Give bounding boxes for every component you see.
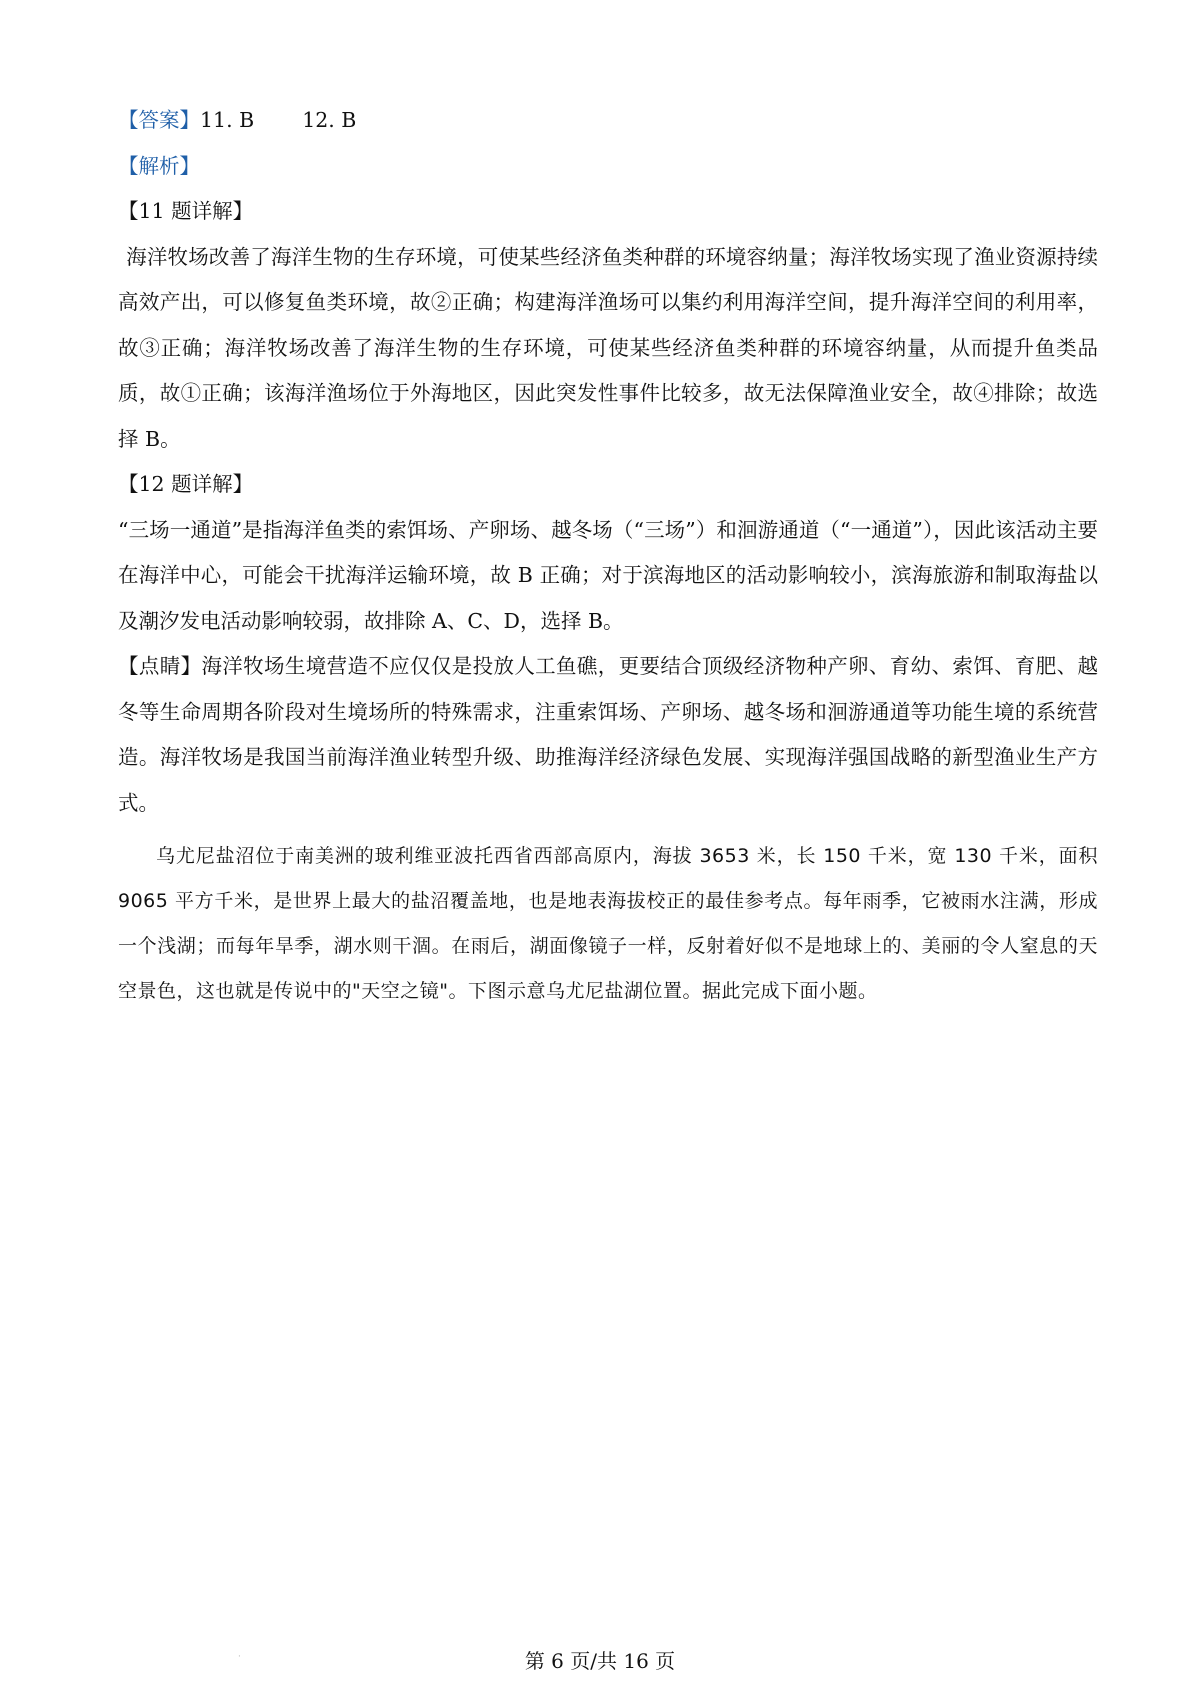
- page-footer: 第 6 页/共 16 页: [524, 1649, 676, 1673]
- page-mark: ·: [238, 1652, 241, 1662]
- q12-explanation: “三场一通道”是指海洋鱼类的索饵场、产卵场、越冬场（“三场”）和洄游通道（“一通道”），因此该活动主要在海洋中心，可能会干扰海洋运输环境，故 B 正确；对于滨海地区的活动影响较小，滨海旅游和制取海盐以及潮汐发电活动影响较弱，故排除 A、C、D，选择 B。: [118, 517, 1098, 633]
- comment-tag: 【点睛】: [118, 654, 202, 678]
- comment-block: [118, 644, 1098, 826]
- q11-heading: 【11 题详解】: [118, 199, 254, 223]
- comment-text: 海洋牧场生境营造不应仅仅是投放人工鱼礁，更要结合顶级经济物种产卵、育幼、索饵、育肥、越冬等生命周期各阶段对生境场所的特殊需求，注重索饵场、产卵场、越冬场和洄游通道等功能生境的系统营造。海洋牧场是我国当前海洋渔业转型升级、助推海洋经济绿色发展、实现海洋强国战略的新型渔业生产方式。: [118, 654, 1099, 815]
- answer-11: 11. B: [200, 108, 255, 132]
- answer-12: 12. B: [302, 108, 357, 132]
- answer-tag: 【答案】: [118, 108, 200, 132]
- q11-explanation: 海洋牧场改善了海洋生物的生存环境，可使某些经济鱼类种群的环境容纳量；海洋牧场实现了渔业资源持续高效产出，可以修复鱼类环境，故②正确；构建海洋渔场可以集约利用海洋空间，提升海洋空间的利用率，故③正确；海洋牧场改善了海洋生物的生存环境，可使某些经济鱼类种群的环境容纳量，从而提升鱼类品质，故①正确；该海洋渔场位于外海地区，因此突发性事件比较多，故无法保障渔业安全，故④排除；故选择 B。: [118, 244, 1098, 451]
- q12-heading: 【12 题详解】: [118, 472, 254, 496]
- page-content: [118, 98, 1098, 1033]
- analysis-tag: 【解析】: [118, 153, 200, 178]
- answer-line: [118, 98, 1098, 144]
- reading-passage: 乌尤尼盐沼位于南美洲的玻利维亚波托西省西部高原内，海拔 3653 米，长 150 千米，宽 130 千米，面积 9065 平方千米，是世界上最大的盐沼覆盖地，也是地表海拔校正的最佳参考点。每年雨季，它被雨水注满，形成一个浅湖；而每年旱季，湖水则干涸。在雨后，湖面像镜子一样，反射着好似不是地球上的、美丽的令人窒息的天空景色，这也就是传说中的"天空之镜"。下图示意乌尤尼盐湖位置。据此完成下面小题。: [118, 845, 1098, 1002]
